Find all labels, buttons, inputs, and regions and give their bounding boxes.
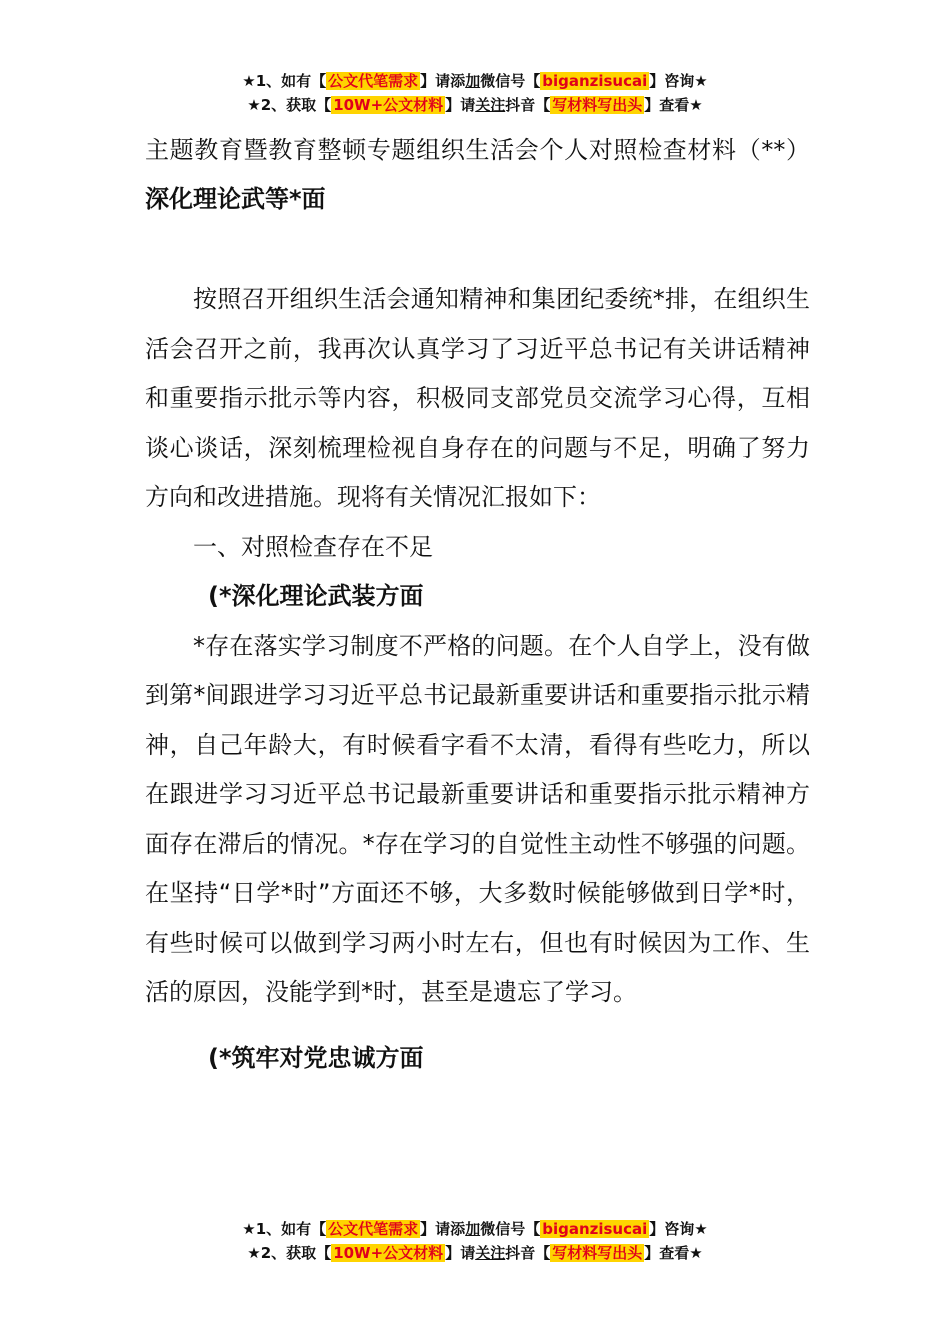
highlight-douyin: 写材料写出头: [552, 96, 643, 114]
banner-text: 】请添: [420, 1220, 466, 1238]
title-bold: 深化理论武等*面: [145, 185, 326, 213]
banner-text: 】查看★: [644, 1244, 703, 1262]
banner-text: 】查看★: [644, 96, 703, 114]
document-title: [145, 126, 810, 224]
spacer: [145, 224, 810, 275]
banner-text: 抖音【: [505, 96, 551, 114]
highlight-wechat-id: biganzisucai: [542, 1220, 648, 1238]
banner-text-underlined: 关注: [475, 96, 506, 114]
title-main: 主题教育暨教育整顿专题组织生活会个人对照检查材料（**）: [145, 136, 810, 164]
banner-line-2: [0, 94, 950, 118]
banner-line-2: [0, 1242, 950, 1266]
banner-text-underlined: 加: [465, 1220, 481, 1238]
banner-line-1: [0, 1218, 950, 1242]
banner-text: 】请添: [420, 72, 466, 90]
highlight-service: 公文代笔需求: [328, 72, 419, 90]
banner-text: ★1、如有【: [242, 1220, 327, 1238]
document-body: [145, 126, 810, 1083]
section-heading: 一、对照检查存在不足: [193, 532, 433, 561]
highlight-douyin: 写材料写出头: [552, 1244, 643, 1262]
banner-text: 抖音【: [505, 1244, 551, 1262]
banner-text: 】请: [445, 96, 476, 114]
banner-text: 】咨询★: [649, 1220, 708, 1238]
banner-text-underlined: 加: [465, 72, 481, 90]
banner-line-1: [0, 70, 950, 94]
highlight-service: 公文代笔需求: [328, 1220, 419, 1238]
banner-text: ★2、获取【: [247, 96, 332, 114]
banner-text: ★1、如有【: [242, 72, 327, 90]
intro-paragraph: 按照召开组织生活会通知精神和集团纪委统*排，在组织生活会召开之前，我再次认真学习了习近平总书记有关讲话精神和重要指示批示等内容，积极同支部党员交流学习心得，互相谈心谈话，深刻梳理检视自身存在的问题与不足，明确了努力方向和改进措施。现将有关情况汇报如下：: [145, 285, 810, 511]
footer-banner: [0, 1218, 950, 1266]
banner-text: ★2、获取【: [247, 1244, 332, 1262]
sub-heading-theory: (*深化理论武装方面: [208, 582, 424, 610]
banner-text-underlined: 关注: [475, 1244, 506, 1262]
highlight-wechat-id: biganzisucai: [542, 72, 648, 90]
highlight-materials: 10W+公文材料: [333, 96, 444, 114]
banner-text: 微信号【: [480, 72, 541, 90]
highlight-materials: 10W+公文材料: [333, 1244, 444, 1262]
sub-heading-loyalty: (*筑牢对党忠诚方面: [208, 1043, 424, 1072]
body-paragraph: *存在落实学习制度不严格的问题。在个人自学上，没有做到第*间跟进学习习近平总书记最新重要讲话和重要指示批示精神，自己年龄大，有时候看字看不太清，看得有些吃力，所以在跟进学习习近平总书记最新重要讲话和重要指示批示精神方面存在滞后的情况。*存在学习的自觉性主动性不够强的问题。在坚持“日学*时”方面还不够，大多数时候能够做到日学*时，有些时候可以做到学习两小时左右，但也有时候因为工作、生活的原因，没能学到*时，甚至是遗忘了学习。: [145, 631, 810, 1006]
header-banner: [0, 70, 950, 118]
banner-text: 微信号【: [480, 1220, 541, 1238]
banner-text: 】请: [445, 1244, 476, 1262]
banner-text: 】咨询★: [649, 72, 708, 90]
